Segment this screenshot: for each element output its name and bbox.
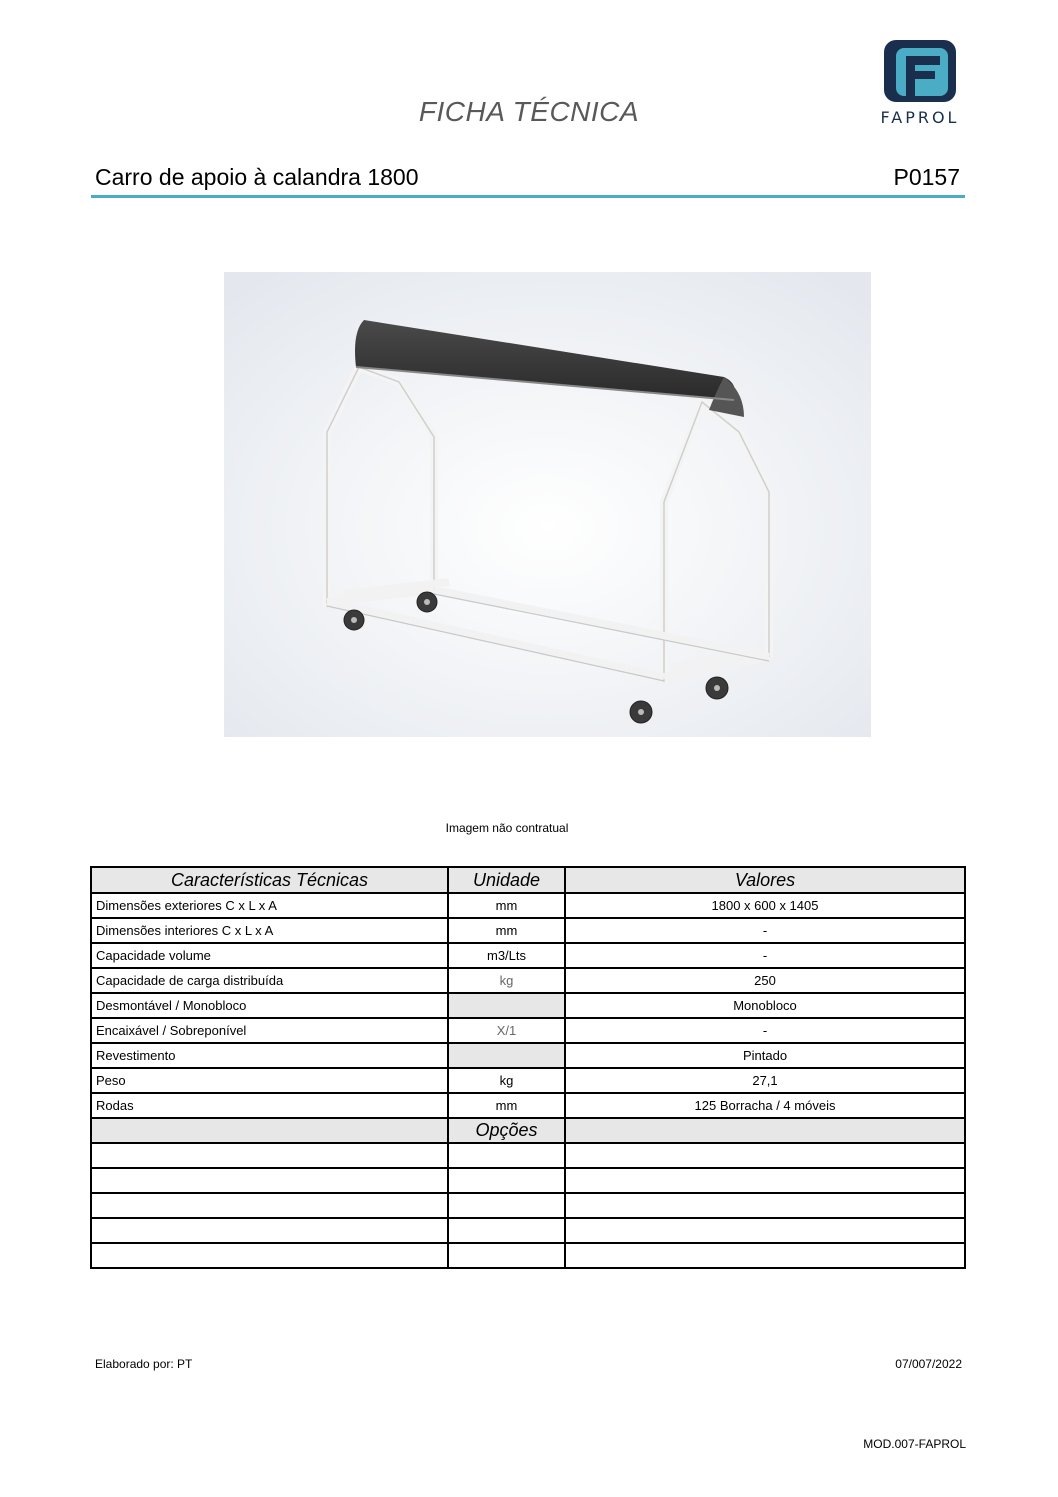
options-title: Opções <box>448 1118 565 1143</box>
option-cell <box>565 1193 965 1218</box>
options-empty-cell <box>565 1118 965 1143</box>
option-cell <box>448 1168 565 1193</box>
table-row <box>91 1043 965 1068</box>
column-header: Características Técnicas <box>91 867 448 893</box>
spec-label: Dimensões exteriores C x L x A <box>91 893 448 918</box>
table-row <box>91 993 965 1018</box>
table-row <box>91 1093 965 1118</box>
logo-wordmark: FAPROL <box>880 108 960 127</box>
option-row <box>91 1193 965 1218</box>
table-row <box>91 893 965 918</box>
spec-label: Capacidade de carga distribuída <box>91 968 448 993</box>
option-cell <box>448 1218 565 1243</box>
title-underline <box>91 195 965 198</box>
spec-value: Monobloco <box>565 993 965 1018</box>
option-cell <box>448 1143 565 1168</box>
document-date: 07/007/2022 <box>895 1357 962 1371</box>
spec-label: Dimensões interiores C x L x A <box>91 918 448 943</box>
option-row <box>91 1218 965 1243</box>
option-cell <box>565 1243 965 1268</box>
options-empty-cell <box>91 1118 448 1143</box>
spec-value: - <box>565 1018 965 1043</box>
spec-unit <box>448 993 565 1018</box>
spec-unit: mm <box>448 918 565 943</box>
prepared-by: Elaborado por: PT <box>95 1357 193 1371</box>
spec-label: Desmontável / Monobloco <box>91 993 448 1018</box>
option-row <box>91 1143 965 1168</box>
option-cell <box>91 1218 448 1243</box>
option-cell <box>91 1193 448 1218</box>
option-cell <box>448 1193 565 1218</box>
column-header: Unidade <box>448 867 565 893</box>
product-code: P0157 <box>893 164 960 190</box>
column-header: Valores <box>565 867 965 893</box>
spec-label: Capacidade volume <box>91 943 448 968</box>
spec-unit: kg <box>448 1068 565 1093</box>
spec-label: Peso <box>91 1068 448 1093</box>
spec-value: 250 <box>565 968 965 993</box>
specs-table <box>90 866 966 1269</box>
option-cell <box>565 1218 965 1243</box>
spec-value: Pintado <box>565 1043 965 1068</box>
table-row <box>91 918 965 943</box>
spec-label: Encaixável / Sobreponível <box>91 1018 448 1043</box>
spec-unit: X/1 <box>448 1018 565 1043</box>
table-row <box>91 1068 965 1093</box>
option-cell <box>448 1243 565 1268</box>
option-row <box>91 1168 965 1193</box>
spec-label: Revestimento <box>91 1043 448 1068</box>
specs-header-row <box>91 867 965 893</box>
option-cell <box>91 1243 448 1268</box>
spec-unit: mm <box>448 1093 565 1118</box>
options-header-row <box>91 1118 965 1143</box>
image-caption: Imagem não contratual <box>445 821 569 835</box>
option-cell <box>91 1168 448 1193</box>
spec-label: Rodas <box>91 1093 448 1118</box>
document-title: FICHA TÉCNICA <box>418 96 640 127</box>
table-row <box>91 968 965 993</box>
spec-unit: kg <box>448 968 565 993</box>
form-code: MOD.007-FAPROL <box>863 1437 966 1451</box>
option-row <box>91 1243 965 1268</box>
spec-unit <box>448 1043 565 1068</box>
table-row <box>91 943 965 968</box>
option-cell <box>565 1168 965 1193</box>
option-cell <box>565 1143 965 1168</box>
spec-value: - <box>565 918 965 943</box>
product-name: Carro de apoio à calandra 1800 <box>95 164 419 190</box>
option-cell <box>91 1143 448 1168</box>
product-image <box>224 272 871 737</box>
spec-unit: mm <box>448 893 565 918</box>
spec-value: 125 Borracha / 4 móveis <box>565 1093 965 1118</box>
spec-value: 1800 x 600 x 1405 <box>565 893 965 918</box>
spec-unit: m3/Lts <box>448 943 565 968</box>
table-row <box>91 1018 965 1043</box>
spec-value: - <box>565 943 965 968</box>
spec-value: 27,1 <box>565 1068 965 1093</box>
